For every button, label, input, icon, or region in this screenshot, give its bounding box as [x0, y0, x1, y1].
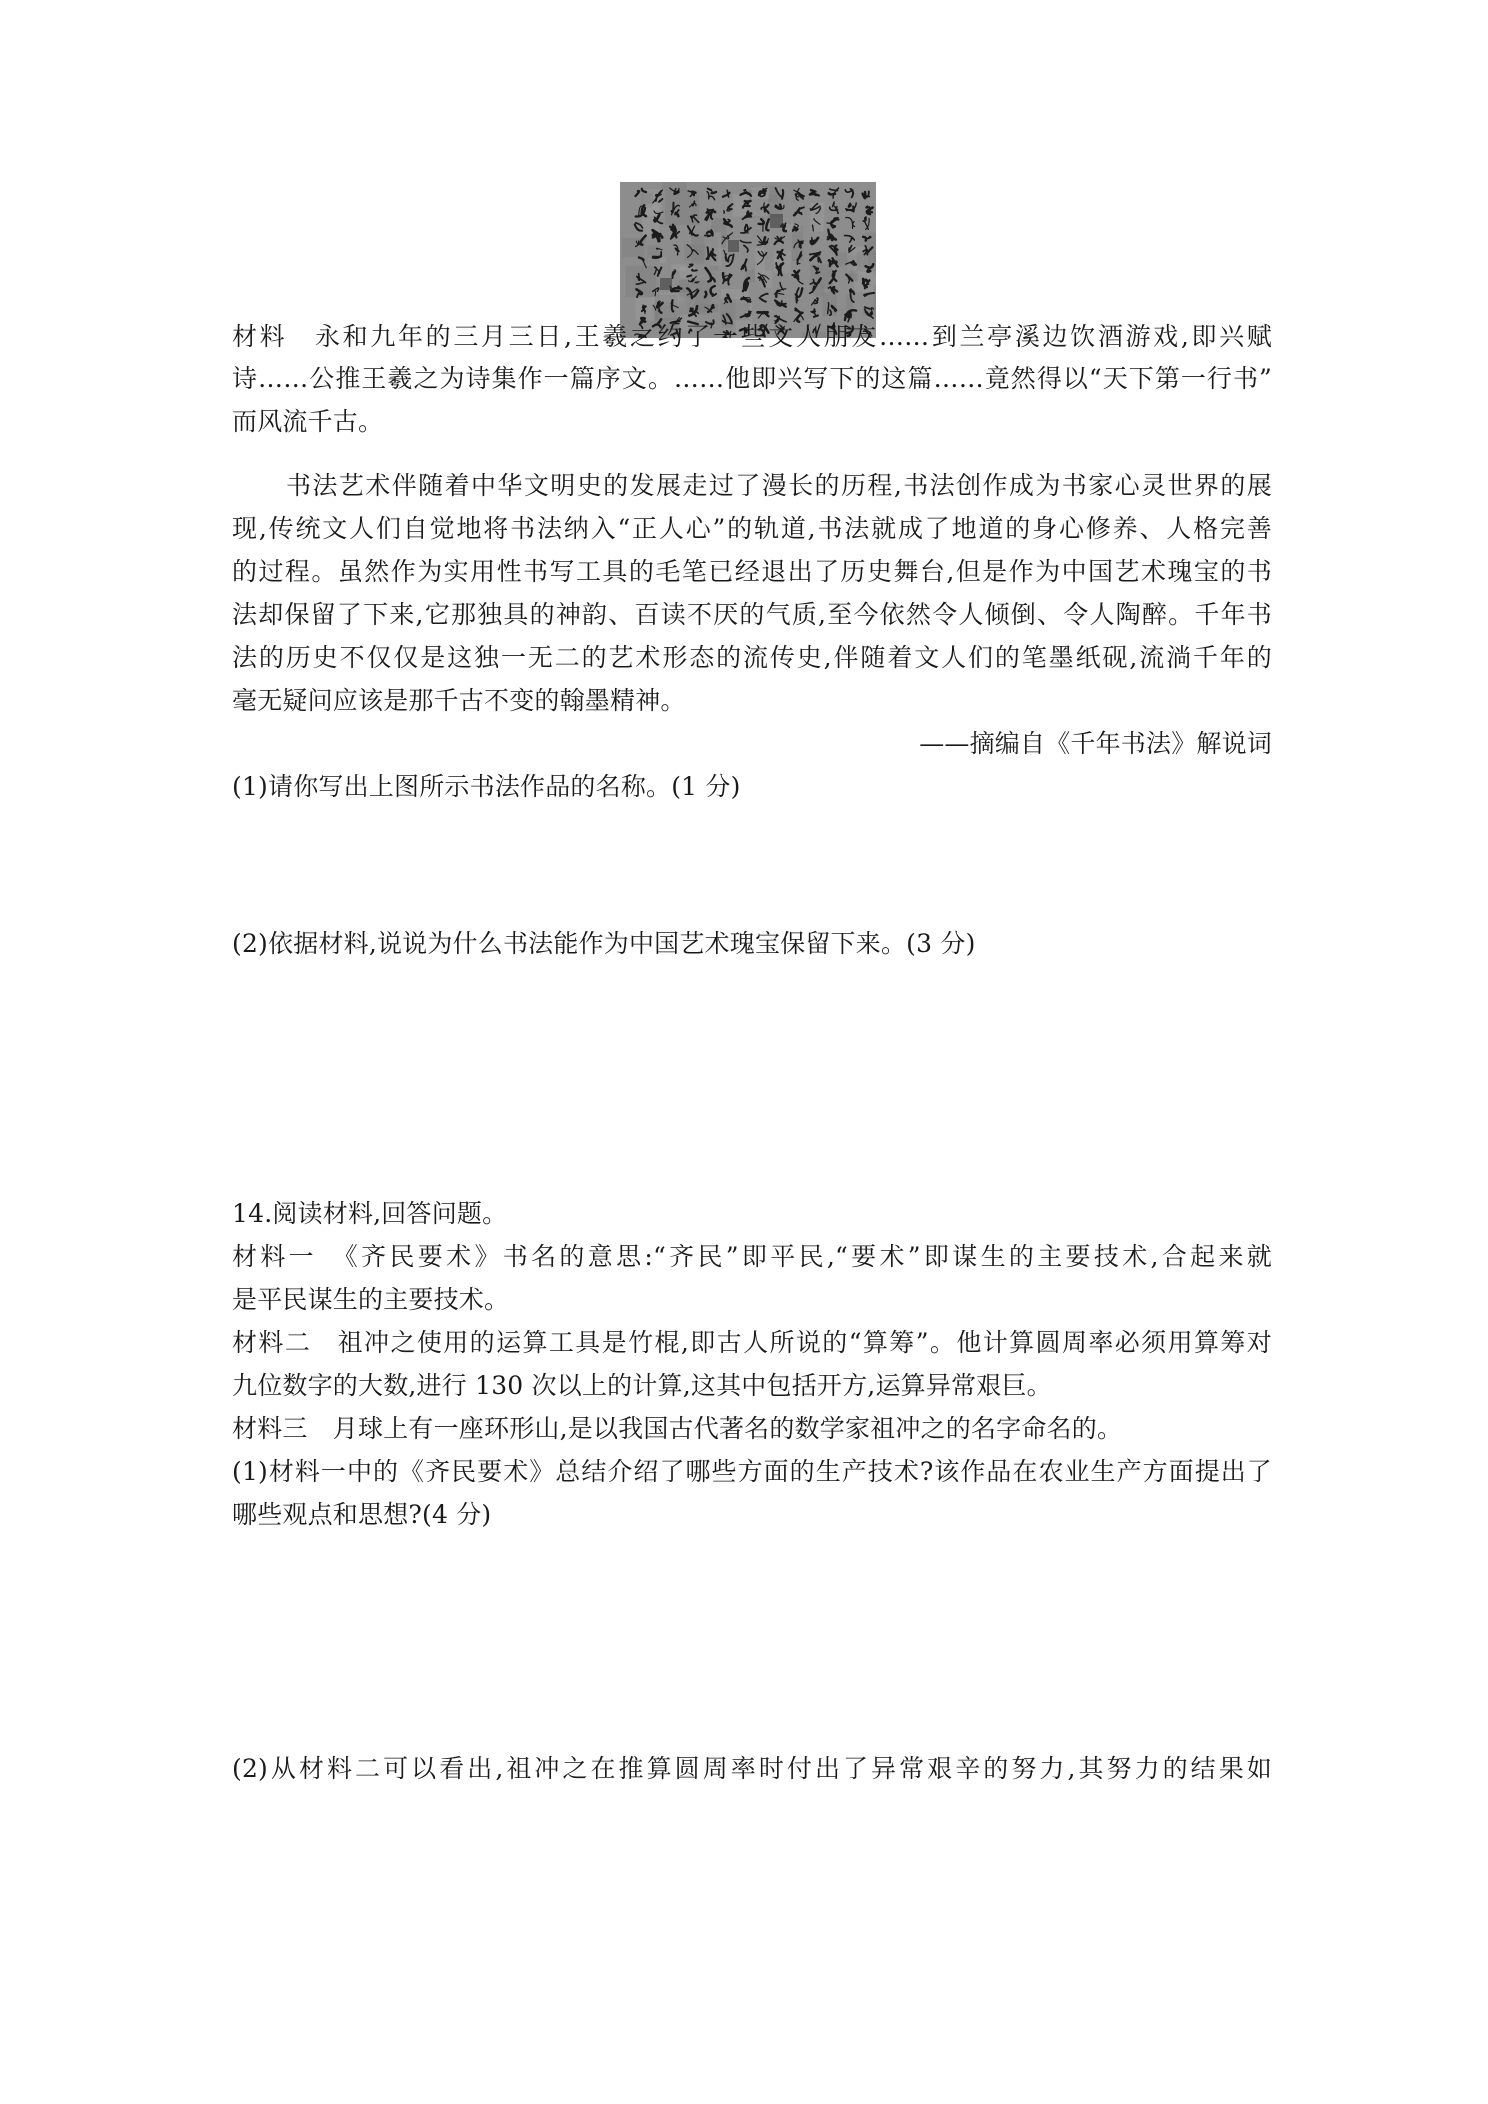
question-14-part-1: 哪些观点和思想?(4 分) — [232, 1500, 492, 1529]
paragraph-line: 的过程。虽然作为实用性书写工具的毛笔已经退出了历史舞台,但是作为中国艺术瑰宝的书 — [232, 557, 1272, 586]
paragraph-line: 法却保留了下来,它那独具的神韵、百读不厌的气质,至今依然令人倾倒、令人陶醉。千年书 — [232, 600, 1272, 629]
material-line: 材料 永和九年的三月三日,王羲之约了一些文人朋友……到兰亭溪边饮酒游戏,即兴赋 — [232, 322, 1272, 351]
calligraphy-image — [620, 182, 876, 338]
material-2-line: 材料二 祖冲之使用的运算工具是竹棍,即古人所说的“算筹”。他计算圆周率必须用算筹对 — [232, 1328, 1272, 1357]
question-13-part-1: (1)请你写出上图所示书法作品的名称。(1 分) — [232, 772, 741, 801]
material-2-line: 九位数字的大数,进行 130 次以上的计算,这其中包括开方,运算异常艰巨。 — [232, 1371, 1052, 1400]
paragraph-line: 毫无疑问应该是那千古不变的翰墨精神。 — [232, 686, 686, 715]
material-line: 诗……公推王羲之为诗集作一篇序文。……他即兴写下的这篇……竟然得以“天下第一行书” — [232, 364, 1272, 393]
source-citation: ——摘编自《千年书法》解说词 — [919, 729, 1272, 758]
question-14-title: 14.阅读材料,回答问题。 — [232, 1199, 508, 1228]
paragraph-line: 法的历史不仅仅是这独一无二的艺术形态的流传史,伴随着文人们的笔墨纸砚,流淌千年的 — [232, 643, 1272, 672]
question-14-part-2: (2)从材料二可以看出,祖冲之在推算圆周率时付出了异常艰辛的努力,其努力的结果如 — [232, 1754, 1272, 1783]
question-14-part-1: (1)材料一中的《齐民要术》总结介绍了哪些方面的生产技术?该作品在农业生产方面提出了 — [232, 1457, 1272, 1486]
material-1-line: 是平民谋生的主要技术。 — [232, 1285, 510, 1314]
question-13-part-2: (2)依据材料,说说为什么书法能作为中国艺术瑰宝保留下来。(3 分) — [232, 929, 976, 958]
paragraph-line: 现,传统文人们自觉地将书法纳入“正人心”的轨道,书法就成了地道的身心修养、人格完善 — [232, 514, 1272, 543]
paragraph-line: 书法艺术伴随着中华文明史的发展走过了漫长的历程,书法创作成为书家心灵世界的展 — [286, 471, 1272, 500]
material-3-line: 材料三 月球上有一座环形山,是以我国古代著名的数学家祖冲之的名字命名的。 — [232, 1414, 1123, 1443]
material-line: 而风流千古。 — [232, 407, 384, 436]
material-1-line: 材料一 《齐民要术》书名的意思:“齐民”即平民,“要术”即谋生的主要技术,合起来就 — [232, 1242, 1272, 1271]
